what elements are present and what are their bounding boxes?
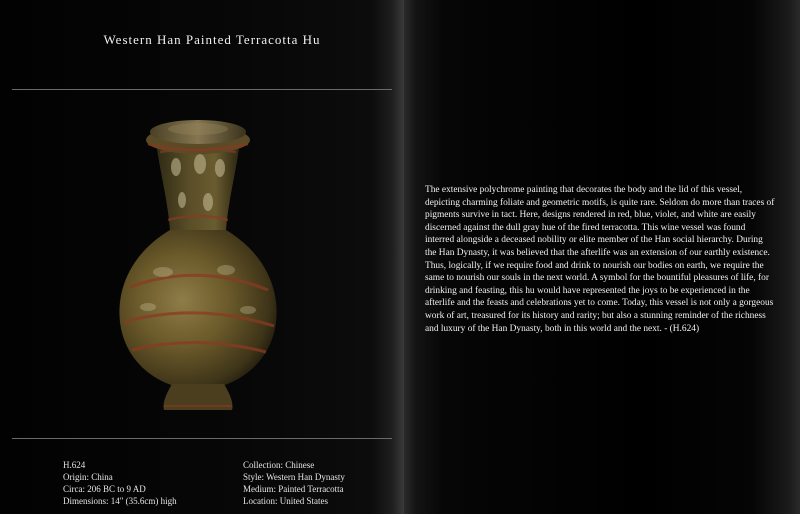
details-right [243,459,345,507]
circa: Circa: 206 BC to 9 AD [63,484,146,494]
description-text: The extensive polychrome painting that decorates the body and the lid of this vessel, depicting charming foliate and geometric motifs, is quite rare. Seldom do more than traces of pigments survive in tact. Here, designs rendered in red, blue, violet, and white are easily discerned against the dull gray hue of the fired terracotta. This wine vessel was found interred alongside a deceased nobility or elite member of the Han social hierarchy. During the Han Dynasty, it was believed that the afterlife was an extension of our earthly existence. Thus, logically, if we require food and drink to nourish our bodies on earth, we require the same to nourish our souls in the next world. A symbol for the bountiful pleasures of life, for drinking and feasting, this hu would have represented the joys to be experienced in the afterlife and the feasts and celebrations yet to come. Today, this vessel is not only a gorgeous work of art, treasured for its history and rarity; but also a stunning reminder of the richness and luxury of the Han Dynasty, both in this world and the next. - (H.624) [425,185,775,334]
collection: Collection: Chinese [243,460,315,470]
vase-photo [108,112,288,412]
page-title: Western Han Painted Terracotta Hu [103,32,321,47]
origin: Origin: China [63,472,113,482]
style: Style: Western Han Dynasty [243,472,345,482]
divider-bottom [12,438,392,439]
dimensions: Dimensions: 14" (35.6cm) high [63,496,177,506]
item-number: H.624 [63,460,86,470]
medium: Medium: Painted Terracotta [243,484,344,494]
divider-top [12,89,392,90]
location: Location: United States [243,496,328,506]
details-left [63,459,177,507]
